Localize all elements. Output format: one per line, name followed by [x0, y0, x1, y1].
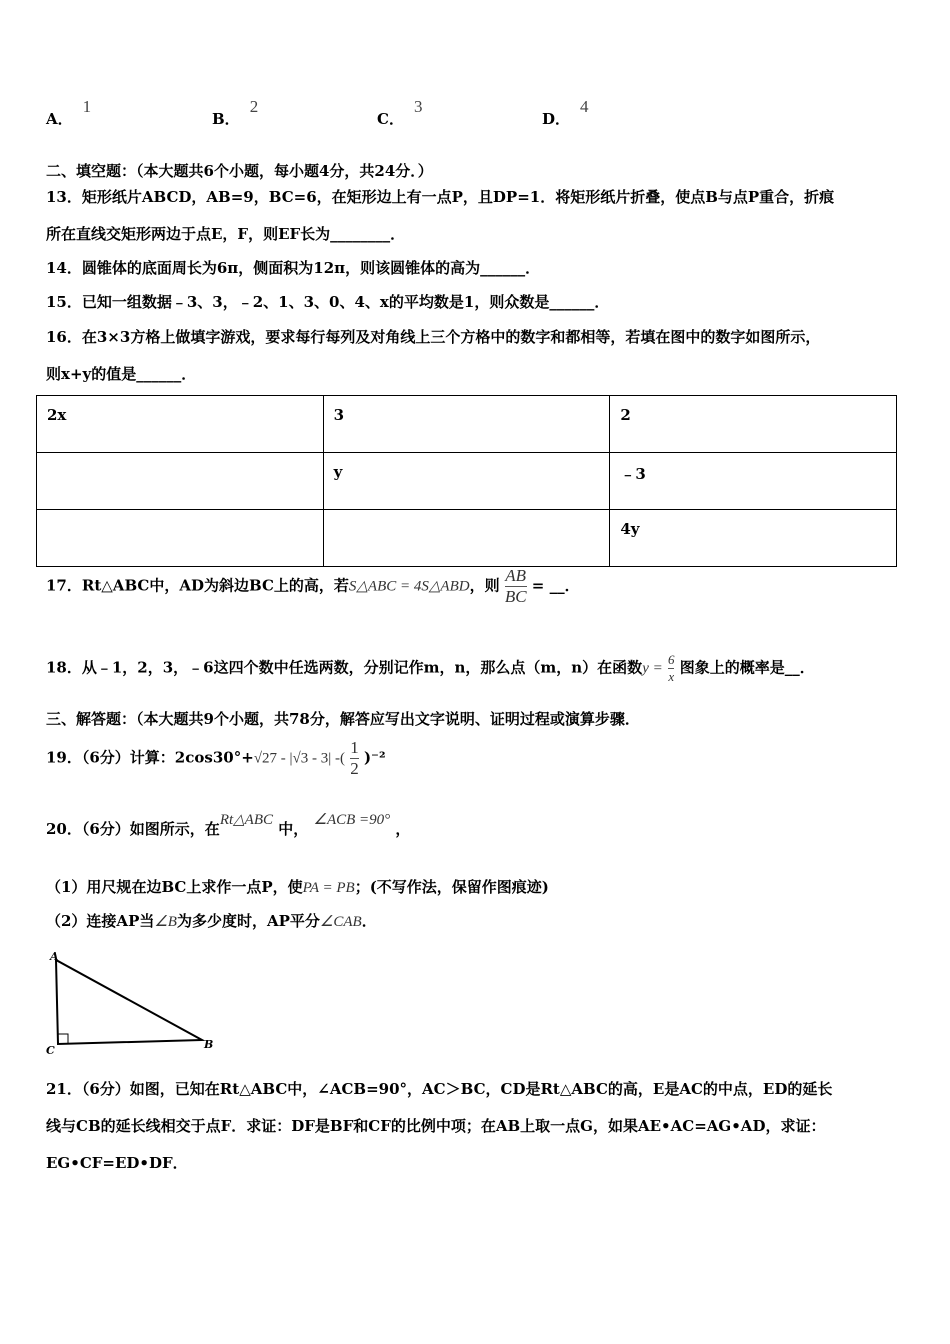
- cell: 3: [323, 396, 610, 453]
- cell: 2: [610, 396, 897, 453]
- cell: ﹣3: [610, 453, 897, 510]
- question-16-line2: 则x+y的值是______．: [46, 365, 197, 383]
- question-17: 17．Rt△ABC中，AD为斜边BC上的高，若S△ABC = 4S△ABD，则 $\frac{AB}{BC}$ = __．: [46, 566, 580, 606]
- question-21-line2: 线与CB的延长线相交于点F．求证：DF是BF和CF的比例中项；在AB上取一点G，如果AE•AC=AG•AD，求证：: [46, 1117, 826, 1135]
- question-14: 14．圆锥体的底面周长为6π，侧面积为12π，则该圆锥体的高为______．: [46, 259, 541, 277]
- section-3-heading: 三、解答题：（本大题共9个小题，共78分，解答应写出文字说明、证明过程或演算步骤．: [46, 710, 640, 728]
- section-2-heading: 二、填空题：（本大题共6个小题，每小题4分，共24分．）: [46, 162, 433, 180]
- option-d: D．4: [542, 97, 589, 128]
- cell: y: [323, 453, 610, 510]
- question-16-line1: 16．在3×3方格上做填字游戏，要求每行每列及对角线上三个方格中的数字和都相等，若填在图中的数字如图所示，: [46, 328, 821, 346]
- question-20: 20．（6分）如图所示，在Rt△ABC 中， ∠ACB =90° ，: [46, 812, 411, 838]
- label-a: A: [50, 950, 59, 963]
- question-20-part2: （2）连接AP当∠B为多少度时，AP平分∠CAB．: [46, 912, 377, 930]
- label-c: C: [46, 1044, 55, 1057]
- option-c: C．3: [377, 97, 423, 128]
- question-18: 18．从﹣1，2，3，﹣6这四个数中任选两数，分别记作m，n，那么点（m，n）在函数y = $\frac{6}{x}$ 图象上的概率是__．: [46, 652, 815, 684]
- question-20-part1: （1）用尺规在边BC上求作一点P，使PA = PB；(不写作法，保留作图痕迹): [46, 878, 549, 896]
- question-13-line1: 13．矩形纸片ABCD，AB=9，BC=6，在矩形边上有一点P，且DP=1．将矩形纸片折叠，使点B与点P重合，折痕: [46, 188, 835, 206]
- cell: [323, 510, 610, 567]
- magic-square-table: [36, 395, 897, 567]
- label-b: B: [204, 1038, 214, 1051]
- cell: 2x: [37, 396, 324, 453]
- cell: 4y: [610, 510, 897, 567]
- question-13-line2: 所在直线交矩形两边于点E，F，则EF长为________．: [46, 225, 406, 243]
- cell: [37, 453, 324, 510]
- question-21-line1: 21．（6分）如图，已知在Rt△ABC中，∠ACB=90°，AC＞BC，CD是Rt△ABC的高，E是AC的中点，ED的延长: [46, 1080, 833, 1098]
- option-b: B．2: [212, 97, 259, 128]
- option-a: A．1: [46, 97, 92, 128]
- right-triangle-figure: [40, 948, 220, 1058]
- question-15: 15．已知一组数据﹣3、3，﹣2、1、3、0、4、x的平均数是1，则众数是______．: [46, 293, 610, 311]
- question-19: 19．（6分）计算：2cos30°+√27 - |√3 - 3| -( $\frac{1}{2}$ )⁻²: [46, 738, 386, 778]
- question-21-line3: EG•CF=ED•DF．: [46, 1154, 188, 1172]
- cell: [37, 510, 324, 567]
